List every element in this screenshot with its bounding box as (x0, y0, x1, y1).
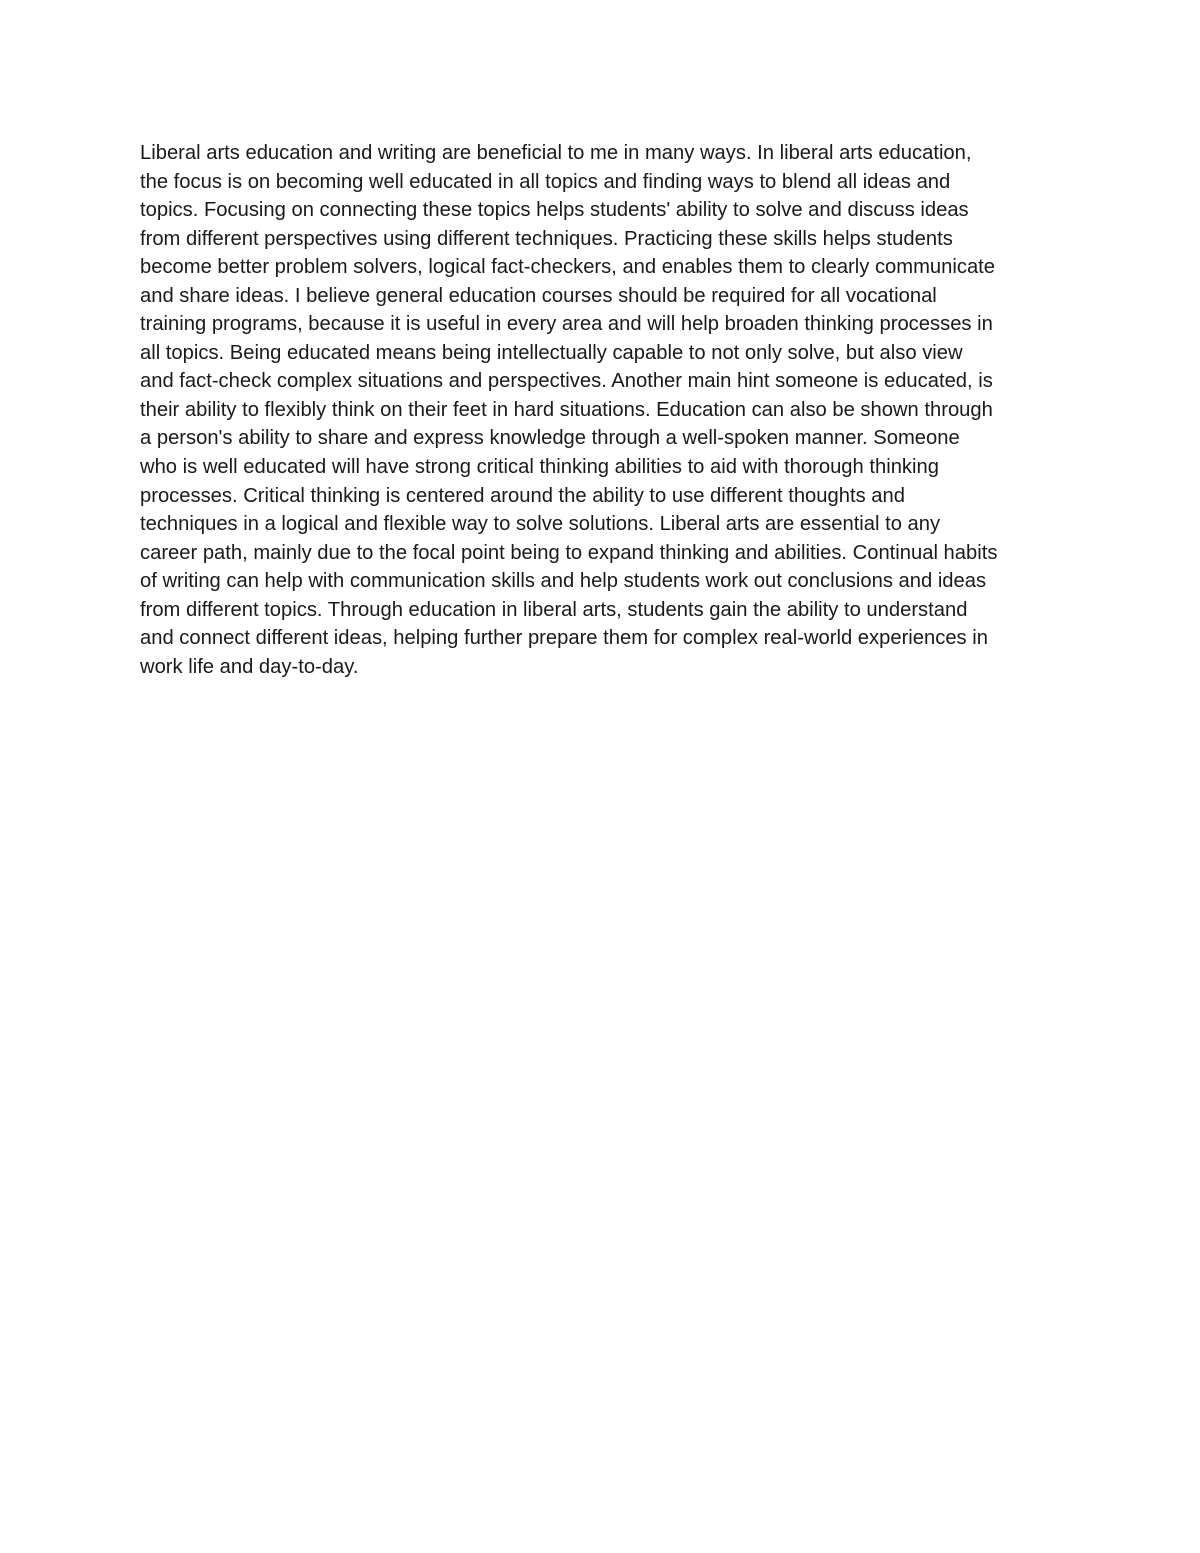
paragraph-line: a person's ability to share and express knowledge through a well-spoken manner. Someone (140, 427, 960, 450)
paragraph-line: and fact-check complex situations and perspectives. Another main hint someone is educated, is (140, 370, 993, 393)
paragraph-line: topics. Focusing on connecting these topics helps students' ability to solve and discuss ideas (140, 199, 969, 222)
paragraph-line: of writing can help with communication skills and help students work out conclusions and ideas (140, 570, 987, 593)
paragraph-line: processes. Critical thinking is centered around the ability to use different thoughts and (140, 484, 905, 507)
paragraph-line: from different topics. Through education in liberal arts, students gain the ability to understand (140, 598, 968, 621)
body-paragraph (140, 139, 1080, 681)
paragraph-line: Liberal arts education and writing are beneficial to me in many ways. In liberal arts education, (140, 142, 972, 164)
paragraph-line: and connect different ideas, helping further prepare them for complex real-world experiences in (140, 627, 988, 650)
paragraph-line: who is well educated will have strong critical thinking abilities to aid with thorough thinking (140, 456, 939, 479)
paragraph-line: their ability to flexibly think on their feet in hard situations. Education can also be shown through (140, 398, 993, 421)
paragraph-line: all topics. Being educated means being intellectually capable to not only solve, but also view (140, 341, 963, 364)
paragraph-line: the focus is on becoming well educated in all topics and finding ways to blend all ideas and (140, 170, 951, 193)
paragraph-line: become better problem solvers, logical fact-checkers, and enables them to clearly communicate (140, 256, 996, 279)
paragraph-line: career path, mainly due to the focal point being to expand thinking and abilities. Continual habits (140, 541, 998, 564)
paragraph-line: training programs, because it is useful in every area and will help broaden thinking processes in (140, 313, 993, 336)
paragraph-line: from different perspectives using different techniques. Practicing these skills helps students (140, 227, 953, 250)
paragraph-line: and share ideas. I believe general education courses should be required for all vocational (140, 284, 937, 307)
paragraph-line: work life and day-to-day. (140, 655, 359, 678)
paragraph-line: techniques in a logical and flexible way to solve solutions. Liberal arts are essential to any (140, 513, 941, 536)
